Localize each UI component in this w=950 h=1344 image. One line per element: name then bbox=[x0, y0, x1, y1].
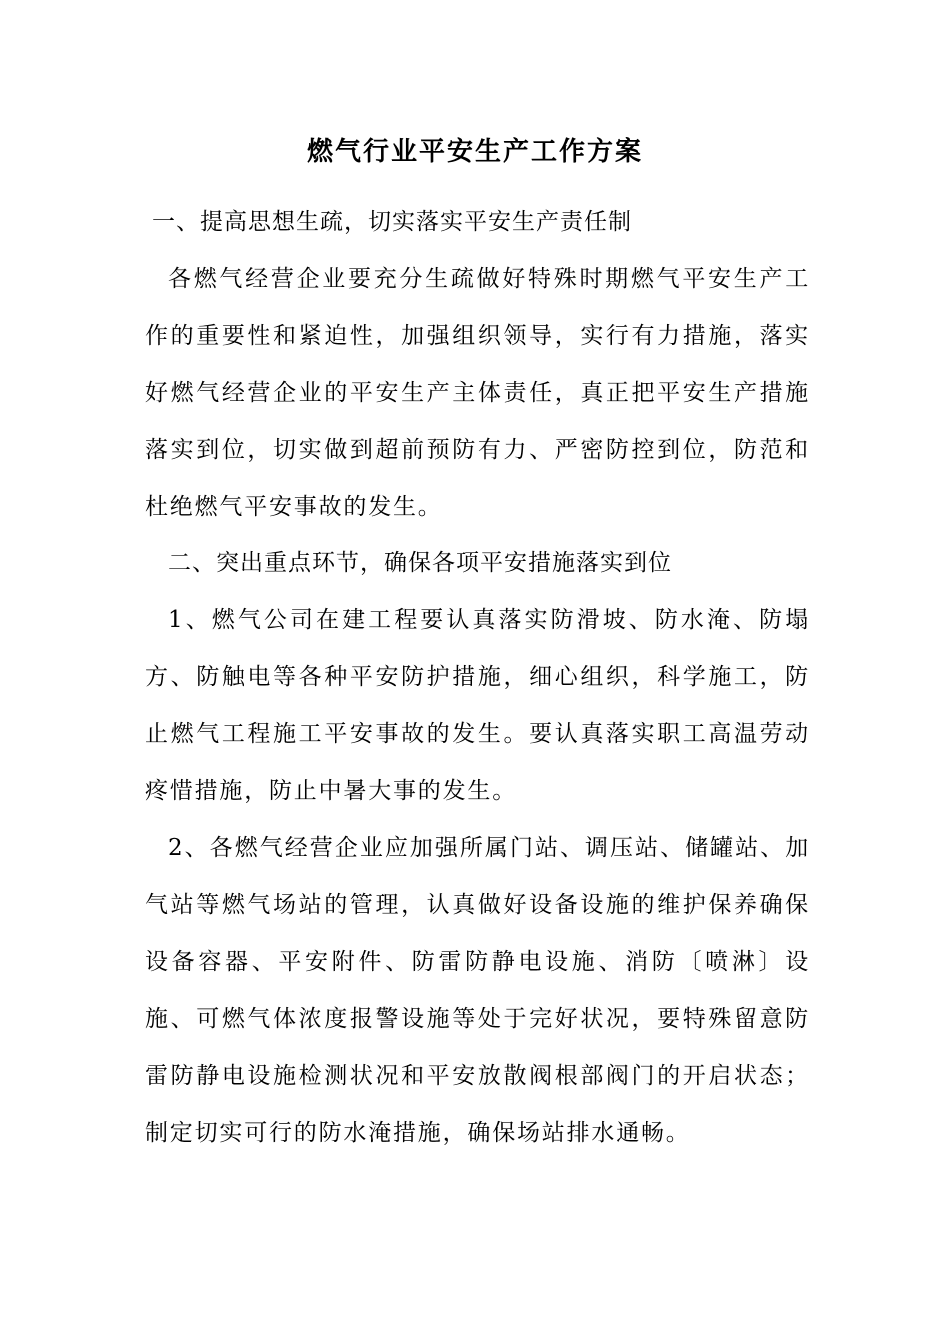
section-2-item-1: 1、燃气公司在建工程要认真落实防滑坡、防水淹、防塌方、防触电等各种平安防护措施，细心组织，科学施工，防止燃气工程施工平安事故的发生。要认真落实职工高温劳动疼惜措施，防止中暑大事的发生。 bbox=[145, 607, 810, 804]
section-1-heading: 一、提高思想生疏，切实落实平安生产责任制 bbox=[152, 209, 632, 235]
section-2-item-2: 2、各燃气经营企业应加强所属门站、调压站、储罐站、加气站等燃气场站的管理，认真做好设备设施的维护保养确保设备容器、平安附件、防雷防静电设施、消防〔喷淋〕设施、可燃气体浓度报警设施等处于完好状况，要特殊留意防雷防静电设施检测状况和平安放散阀根部阀门的开启状态；制定切实可行的防水淹措施，确保场站排水通畅。 bbox=[145, 835, 810, 1146]
section-2-heading: 二、突出重点环节，确保各项平安措施落实到位 bbox=[168, 550, 672, 576]
section-1-paragraph: 各燃气经营企业要充分生疏做好特殊时期燃气平安生产工作的重要性和紧迫性，加强组织领导，实行有力措施，落实好燃气经营企业的平安生产主体责任，真正把平安生产措施落实到位，切实做到超前预防有力、严密防控到位，防范和杜绝燃气平安事故的发生。 bbox=[145, 266, 810, 520]
document-title: 燃气行业平安生产工作方案 bbox=[306, 137, 643, 167]
